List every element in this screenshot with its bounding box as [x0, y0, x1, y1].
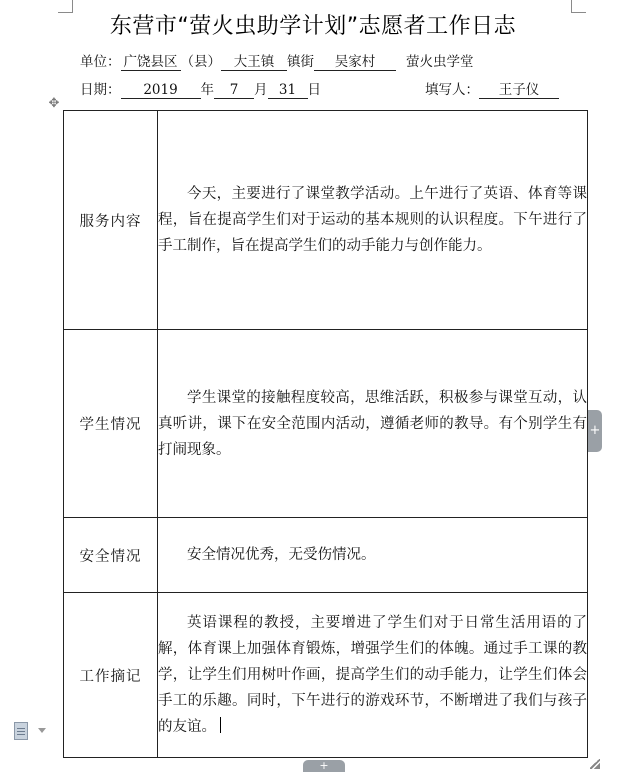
unit-county-suffix: （县）: [180, 54, 221, 70]
row-label-notes: 工作摘记: [64, 593, 158, 758]
unit-line: [80, 50, 474, 71]
unit-county: 广饶县区: [121, 54, 181, 71]
unit-town-suffix: 镇街: [287, 54, 314, 70]
resize-grip-icon[interactable]: [590, 759, 600, 769]
date-month: 7: [214, 82, 254, 99]
row-content-notes[interactable]: [158, 593, 588, 758]
date-line: [80, 78, 321, 99]
table-row: [64, 111, 588, 330]
author-label: 填写人：: [425, 82, 479, 98]
plus-icon: +: [319, 759, 329, 772]
date-day: 31: [268, 82, 308, 99]
date-day-unit: 日: [307, 82, 321, 98]
date-year: 2019: [121, 82, 201, 99]
row-label-safety: 安全情况: [64, 518, 158, 593]
text-cursor: [220, 717, 221, 733]
date-month-unit: 月: [254, 82, 268, 98]
document-icon[interactable]: [14, 722, 28, 740]
bottom-expand-button[interactable]: [303, 760, 345, 772]
date-label: 日期：: [80, 82, 121, 98]
move-icon[interactable]: ✥: [48, 96, 60, 111]
author-name: 王子仪: [479, 82, 559, 99]
plus-icon: +: [589, 423, 601, 438]
row-content-service[interactable]: [158, 111, 588, 330]
row-label-students: 学生情况: [64, 330, 158, 518]
notes-content-text: 英语课程的教授，主要增进了学生们对于日常生活用语的了解，体育课上加强体育锻炼，增强学生们的体魄。通过手工课的教学，让学生们用树叶作画，提高学生们的动手能力，让学生们体会手工的乐趣。同时，下午进行的游戏环节，不断增进了我们与孩子的友谊。: [158, 615, 587, 735]
date-year-unit: 年: [200, 82, 214, 98]
table-row: [64, 593, 588, 758]
worklog-table: [63, 110, 588, 758]
row-content-safety[interactable]: [158, 518, 588, 593]
table-row: [64, 518, 588, 593]
students-content-text: 学生课堂的接触程度较高，思维活跃，积极参与课堂互动，认真听讲，课下在安全范围内活动，遵循老师的教导。有个别学生有打闹现象。: [158, 389, 587, 458]
unit-town: 大王镇: [221, 54, 287, 71]
author-line: [425, 78, 559, 99]
row-label-service: 服务内容: [64, 111, 158, 330]
safety-content-text: 安全情况优秀，无受伤情况。: [187, 547, 376, 563]
service-content-text: 今天，主要进行了课堂教学活动。上午进行了英语、体育等课程，旨在提高学生们对于运动的基本规则的认识程度。下午进行了手工制作，旨在提高学生们的动手能力与创作能力。: [158, 186, 587, 254]
document-title: 东营市“萤火虫助学计划”志愿者工作日志: [109, 14, 517, 39]
side-expand-button[interactable]: [588, 410, 602, 452]
unit-village: 吴家村: [314, 54, 396, 71]
chevron-down-icon[interactable]: [38, 728, 46, 733]
table-row: [64, 330, 588, 518]
unit-label: 单位：: [80, 54, 121, 70]
row-content-students[interactable]: [158, 330, 588, 518]
unit-school: 萤火虫学堂: [406, 54, 474, 70]
